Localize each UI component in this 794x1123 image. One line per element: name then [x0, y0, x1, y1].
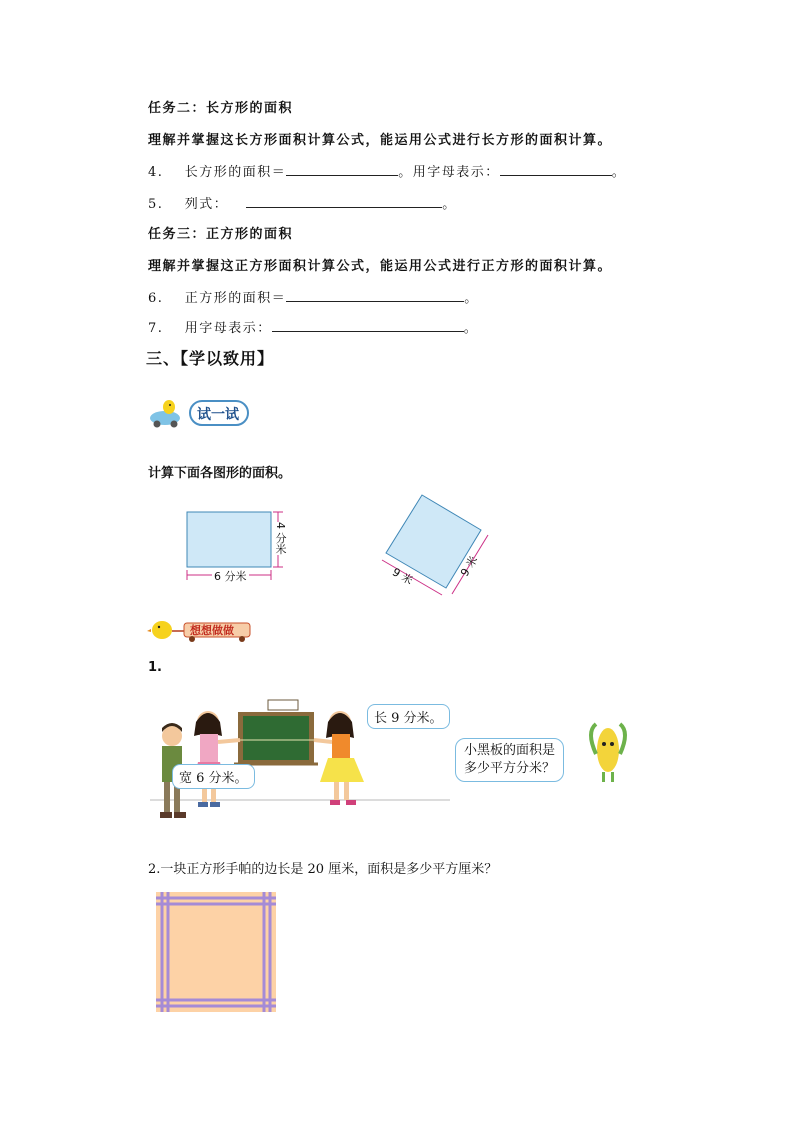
handkerchief-figure: [154, 890, 278, 1014]
question-text: 用字母表示：: [184, 321, 272, 336]
speech-bubble-length: [367, 704, 450, 729]
question-number: 7.: [148, 321, 164, 336]
rect-width-label: 6 分米: [214, 570, 247, 583]
corn-character: [591, 724, 625, 782]
question-text: 列式：: [184, 197, 229, 212]
question-text: 正方形的面积＝: [184, 291, 287, 306]
blackboard: [234, 700, 318, 764]
bubble-text-line1: 小黑板的面积是: [464, 743, 556, 758]
answer-blank[interactable]: [286, 162, 398, 176]
question-text: 。用字母表示：: [398, 165, 500, 180]
question-end: 。: [464, 291, 479, 306]
question-6: [148, 287, 479, 306]
think-do-badge: [146, 615, 256, 645]
answer-blank[interactable]: [500, 162, 612, 176]
question-5: [148, 193, 457, 212]
bubble-text-line2: 多少平方分米？: [464, 761, 556, 776]
question-number: 4.: [148, 165, 164, 180]
question-1-number: 1.: [148, 660, 162, 675]
try-it-label: 试一试: [197, 407, 239, 423]
bubble-text: 宽 6 分米。: [179, 771, 248, 786]
question-end: 。: [442, 197, 457, 212]
try-it-badge: [148, 396, 252, 430]
girl-figure-left: [194, 711, 240, 807]
task2-objective: 理解并掌握这长方形面积计算公式，能运用公式进行长方形的面积计算。: [148, 133, 613, 148]
try-it-instruction: 计算下面各图形的面积。: [148, 466, 292, 481]
speech-bubble-width: [172, 764, 255, 789]
question-end: 。: [611, 165, 627, 180]
answer-blank[interactable]: [272, 318, 464, 332]
girl-figure-right: [314, 711, 364, 805]
answer-blank[interactable]: [286, 288, 464, 302]
task3-title: 任务三：正方形的面积: [148, 227, 294, 242]
question-end: 。: [463, 321, 479, 336]
square-side-a-label: 9 米: [389, 565, 416, 588]
think-do-label: 想想做做: [190, 624, 234, 637]
task2-title: 任务二：长方形的面积: [148, 101, 294, 116]
task3-objective: 理解并掌握这正方形面积计算公式，能运用公式进行正方形的面积计算。: [148, 259, 613, 274]
question-number: 6.: [148, 291, 164, 306]
handkerchief-fabric: [156, 892, 276, 1012]
question-7: [148, 317, 478, 336]
question-text: 长方形的面积＝: [184, 165, 287, 180]
rectangle-shape: [187, 512, 271, 567]
bubble-text: 长 9 分米。: [374, 711, 443, 726]
question-4: [148, 161, 626, 180]
question-number: 5.: [148, 197, 164, 212]
answer-blank[interactable]: [246, 194, 442, 208]
speech-bubble-question: [455, 738, 564, 782]
section-title: 三、【学以致用】: [146, 349, 275, 368]
question-2-text: 2.一块正方形手帕的边长是 20 厘米，面积是多少平方厘米？: [148, 862, 498, 877]
rect-height-label: 4 分米: [274, 522, 287, 555]
square-side-b-label: 9 米: [457, 553, 481, 579]
square-figure: [372, 490, 496, 602]
